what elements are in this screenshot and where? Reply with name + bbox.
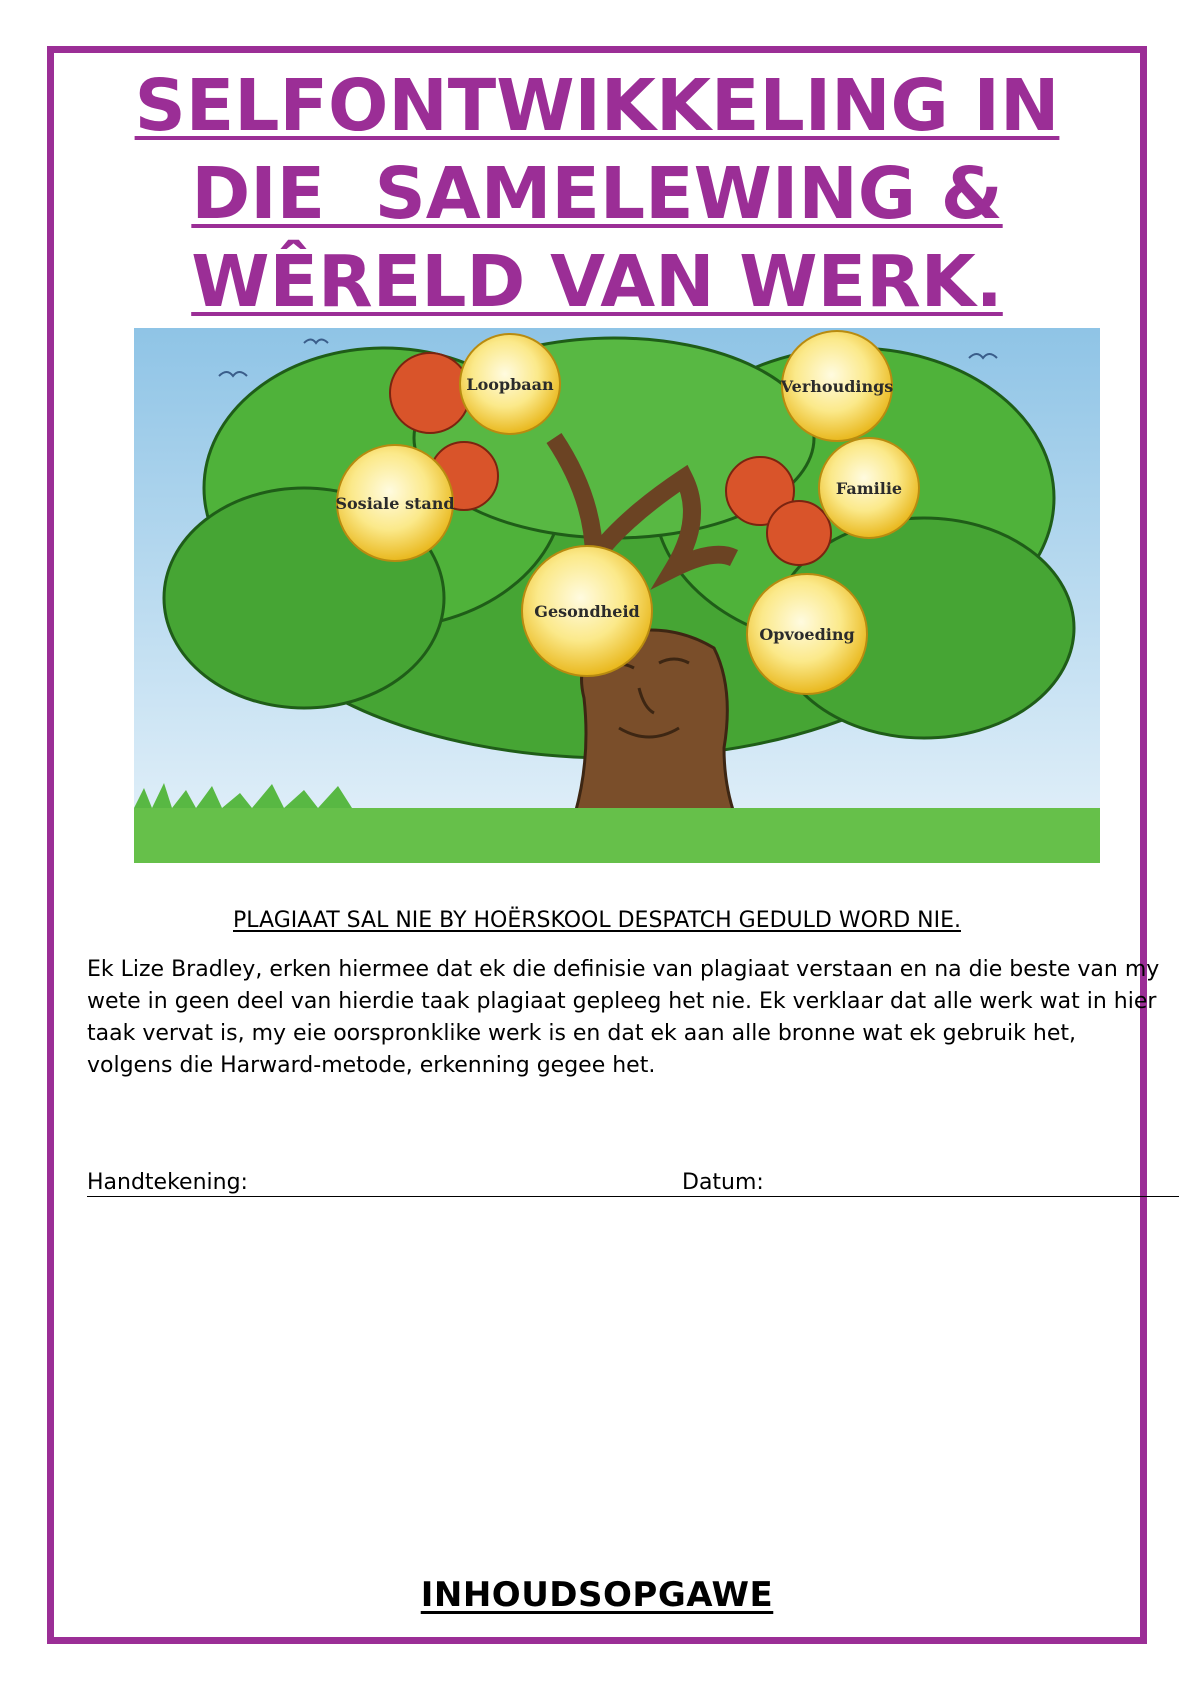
fruit-label-verhoudings: Verhoudings	[780, 377, 894, 396]
fruit-opvoeding	[747, 574, 867, 694]
title-line-2: DIE SAMELEWING &	[191, 152, 1003, 235]
plagiarism-declaration: Ek Lize Bradley, erken hiermee dat ek die definisie van plagiaat verstaan en na die beste van my wete in geen deel van hierdie taak plagiaat gepleeg het nie. Ek verklaar dat alle werk wat in hier taak vervat is, my eie oorspronklike werk is en dat ek aan alle bronne wat ek gebruik het, volgens die Harward-metode, erkenning gegee het.	[87, 957, 1160, 1078]
fruit-label-familie: Familie	[835, 479, 903, 498]
title-line-1: SELFONTWIKKELING IN	[134, 64, 1060, 147]
plagiarism-warning: PLAGIAAT SAL NIE BY HOËRSKOOL DESPATCH GEDULD WORD NIE.	[233, 908, 961, 933]
fruit-gesondheid	[522, 546, 652, 676]
fruit-label-opvoeding: Opvoeding	[759, 625, 855, 644]
date-label: Datum:	[682, 1170, 764, 1195]
grass	[134, 808, 1100, 863]
fruit-loopbaan	[460, 334, 560, 434]
fruit-label-loopbaan: Loopbaan	[466, 375, 554, 394]
tree-of-life-illustration	[134, 328, 1100, 863]
signature-date-line	[87, 1196, 1179, 1197]
title-line-3: WÊRELD VAN WERK.	[191, 240, 1003, 323]
fruit-label-sosiale-stand: Sosiale stand	[335, 494, 455, 513]
fruit-familie	[819, 438, 919, 538]
fruit-label-gesondheid: Gesondheid	[534, 602, 640, 621]
fruit-verhoudings	[780, 331, 894, 441]
fruit-sosiale-stand	[335, 445, 454, 561]
table-of-contents-heading: INHOUDSOPGAWE	[420, 1575, 774, 1615]
signature-label: Handtekening:	[87, 1170, 248, 1195]
page-title	[47, 62, 1147, 326]
